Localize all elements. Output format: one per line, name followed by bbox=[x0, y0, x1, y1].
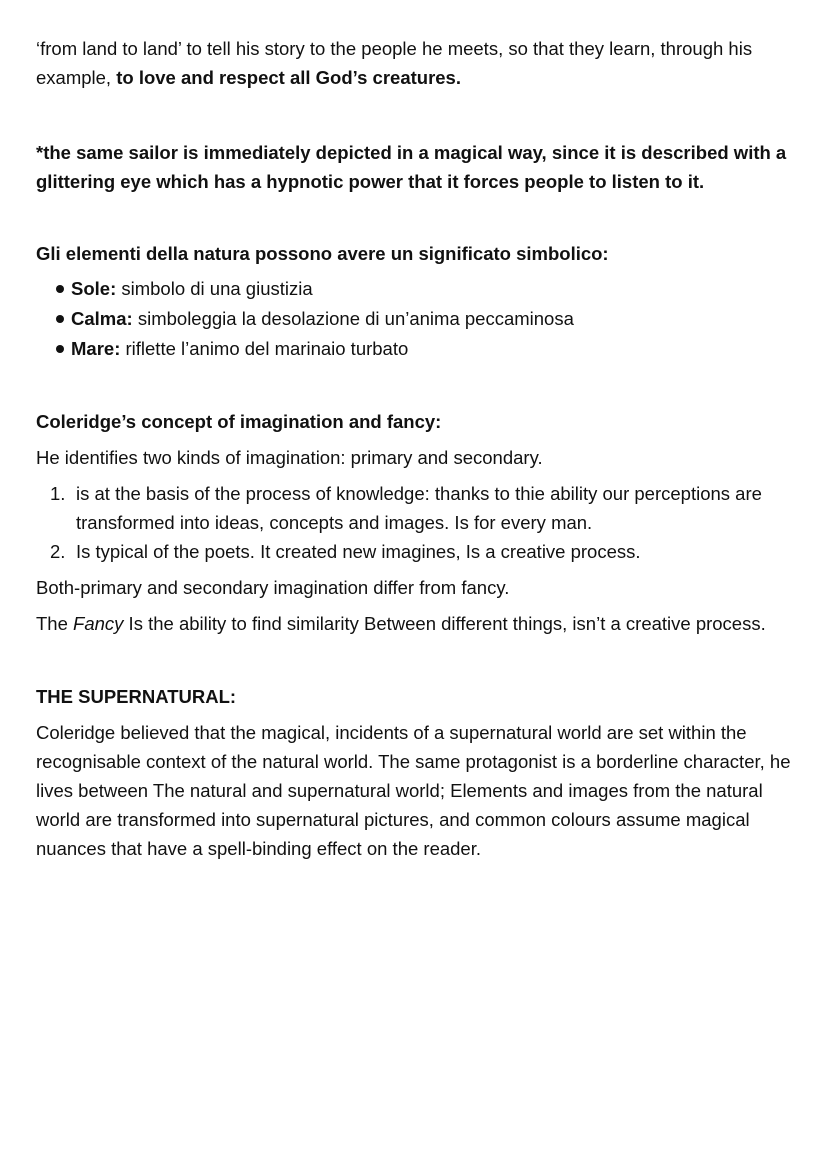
list-number: 2. bbox=[50, 541, 66, 562]
nature-heading bbox=[36, 239, 800, 268]
bullet-icon bbox=[56, 315, 64, 323]
list-item bbox=[36, 334, 800, 364]
list-item bbox=[36, 479, 800, 537]
intro-text: ‘from land to land’ to tell his story to the people he meets, so that they learn, through his example, bbox=[36, 38, 753, 88]
supernatural-heading bbox=[36, 682, 800, 711]
intro-bold-text: to love and respect all God’s creatures. bbox=[116, 67, 461, 88]
symbol-term: Sole: bbox=[71, 278, 117, 299]
nature-heading-text: Gli elementi della natura possono avere un significato simbolico: bbox=[36, 243, 609, 264]
kind-description: Is typical of the poets. It created new imagines, Is a creative process. bbox=[76, 541, 641, 562]
list-item bbox=[36, 304, 800, 334]
symbol-description: riflette l’animo del marinaio turbato bbox=[120, 338, 409, 359]
document-page bbox=[36, 34, 800, 863]
list-item bbox=[36, 274, 800, 304]
kind-description: is at the basis of the process of knowledge: thanks to thie ability our perceptions are transformed into ideas, concepts and images. Is for every man. bbox=[76, 483, 762, 533]
imagination-intro: He identifies two kinds of imagination: primary and secondary. bbox=[36, 447, 543, 468]
fancy-rest: Is the ability to find similarity Between different things, isn’t a creative process. bbox=[123, 613, 766, 634]
imagination-kinds-list bbox=[36, 479, 800, 566]
supernatural-paragraph: Coleridge believed that the magical, incidents of a supernatural world are set within the recognisable context of the natural world. The same protagonist is a borderline character, he lives between The natural and supernatural world; Elements and images from the natural world are transformed into supernatural pictures, and common colours assume magical nuances that have a spell-binding effect on the reader. bbox=[36, 722, 791, 859]
imagination-heading-text: Coleridge’s concept of imagination and fancy: bbox=[36, 411, 442, 432]
bullet-icon bbox=[56, 345, 64, 353]
fancy-word: Fancy bbox=[73, 613, 124, 634]
symbol-term: Calma: bbox=[71, 308, 133, 329]
sailor-note-text: *the same sailor is immediately depicted in a magical way, since it is described with a glittering eye which has a hypnotic power that it forces people to listen to it. bbox=[36, 142, 787, 192]
symbol-description: simboleggia la desolazione di un’anima peccaminosa bbox=[132, 308, 574, 329]
nature-symbol-list bbox=[36, 274, 800, 364]
fancy-paragraph bbox=[36, 609, 800, 638]
fancy-prefix: The bbox=[36, 613, 74, 634]
supernatural-heading-text: THE SUPERNATURAL: bbox=[36, 686, 237, 707]
imagination-heading bbox=[36, 407, 800, 436]
symbol-description: simbolo di una giustizia bbox=[116, 278, 313, 299]
list-number: 1. bbox=[50, 483, 66, 504]
intro-paragraph bbox=[36, 34, 800, 92]
list-item bbox=[36, 537, 800, 566]
imagination-differ: Both-primary and secondary imagination differ from fancy. bbox=[36, 577, 510, 598]
symbol-term: Mare: bbox=[71, 338, 121, 359]
bullet-icon bbox=[56, 285, 64, 293]
sailor-note bbox=[36, 138, 800, 196]
